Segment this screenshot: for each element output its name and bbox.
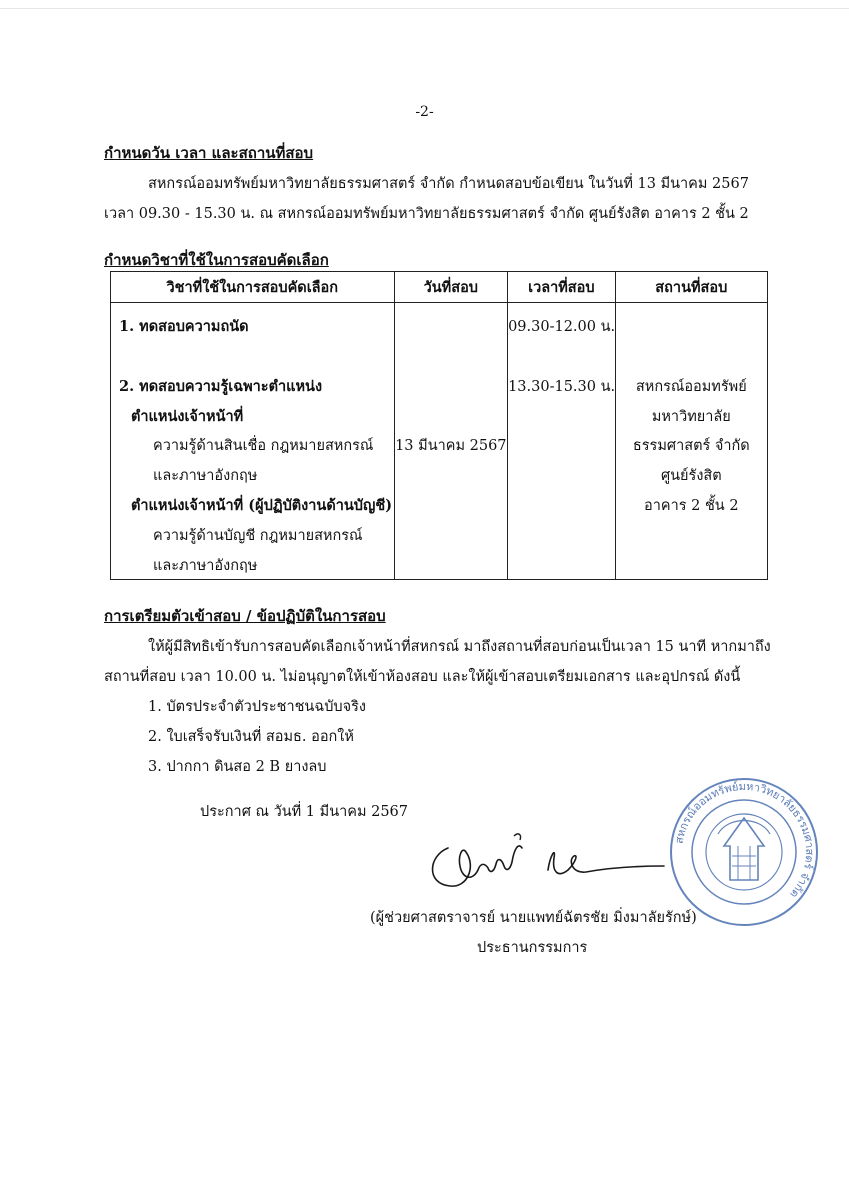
- preparation-line-1: ให้ผู้มีสิทธิเข้ารับการสอบคัดเลือกเจ้าหน้าที่สหกรณ์ มาถึงสถานที่สอบก่อนเป็นเวลา 15 นาที หากมาถึง: [148, 639, 771, 655]
- signatory-name: (ผู้ช่วยศาสตราจารย์ นายแพทย์ฉัตรชัย มิ่งมาลัยรักษ์): [370, 910, 697, 926]
- exam-table: [110, 271, 768, 580]
- table-header-place: สถานที่สอบ: [615, 272, 767, 303]
- place-line-3: ธรรมศาสตร์ จำกัด: [632, 438, 750, 454]
- date-cell: [394, 303, 508, 580]
- official-seal-icon: [668, 776, 820, 928]
- time-cell: [508, 303, 616, 580]
- list-item: 1. บัตรประจำตัวประชาชนฉบับจริง: [148, 699, 366, 715]
- place-line-4: ศูนย์รังสิต: [660, 468, 722, 484]
- position-accounting-topic-2: และภาษาอังกฤษ: [153, 558, 258, 574]
- exam-time-2: 13.30-15.30 น.: [508, 379, 616, 395]
- table-header-date: วันที่สอบ: [394, 272, 508, 303]
- list-item: 2. ใบเสร็จรับเงินที่ สอมธ. ออกให้: [148, 729, 354, 745]
- svg-text:สหกรณ์ออมทรัพย์มหาวิทยาลัยธรรม: สหกรณ์ออมทรัพย์มหาวิทยาลัยธรรมศาสตร์ จำกัด: [672, 779, 817, 901]
- section-heading-preparation: การเตรียมตัวเข้าสอบ / ข้อปฏิบัติในการสอบ: [104, 607, 386, 625]
- announcement-date: ประกาศ ณ วันที่ 1 มีนาคม 2567: [200, 804, 409, 820]
- schedule-line-1: สหกรณ์ออมทรัพย์มหาวิทยาลัยธรรมศาสตร์ จำกัด กำหนดสอบข้อเขียน ในวันที่ 13 มีนาคม 2567: [148, 176, 749, 192]
- position-accounting-officer: ตำแหน่งเจ้าหน้าที่ (ผู้ปฏิบัติงานด้านบัญชี): [131, 497, 393, 514]
- exam-time-1: 09.30-12.00 น.: [508, 319, 616, 335]
- schedule-line-2: เวลา 09.30 - 15.30 น. ณ สหกรณ์ออมทรัพย์มหาวิทยาลัยธรรมศาสตร์ จำกัด ศูนย์รังสิต อาคาร 2 ชั้น 2: [104, 206, 749, 222]
- table-header-time: เวลาที่สอบ: [508, 272, 616, 303]
- position-officer-topic-2: และภาษาอังกฤษ: [153, 468, 258, 484]
- place-line-5: อาคาร 2 ชั้น 2: [644, 498, 739, 514]
- place-line-1: สหกรณ์ออมทรัพย์: [635, 379, 747, 395]
- table-row: [111, 303, 768, 580]
- position-accounting-topic-1: ความรู้ด้านบัญชี กฎหมายสหกรณ์: [153, 528, 363, 544]
- place-cell: [615, 303, 767, 580]
- subject-position-knowledge: 2. ทดสอบความรู้เฉพาะตำแหน่ง: [119, 378, 323, 395]
- section-heading-schedule: กำหนดวัน เวลา และสถานที่สอบ: [104, 144, 314, 162]
- signatory-title: ประธานกรรมการ: [477, 940, 588, 956]
- list-item: 3. ปากกา ดินสอ 2 B ยางลบ: [148, 759, 327, 775]
- exam-date: 13 มีนาคม 2567: [395, 438, 507, 454]
- table-header-row: [111, 272, 768, 303]
- table-header-subject: วิชาที่ใช้ในการสอบคัดเลือก: [111, 272, 395, 303]
- subject-aptitude: 1. ทดสอบความถนัด: [119, 318, 249, 335]
- position-officer: ตำแหน่งเจ้าหน้าที่: [131, 408, 244, 425]
- page-number: -2-: [415, 104, 434, 120]
- position-officer-topic-1: ความรู้ด้านสินเชื่อ กฎหมายสหกรณ์: [153, 438, 374, 454]
- top-rule: [0, 8, 849, 9]
- section-heading-subjects: กำหนดวิชาที่ใช้ในการสอบคัดเลือก: [104, 251, 329, 269]
- place-line-2: มหาวิทยาลัย: [651, 409, 731, 425]
- preparation-line-2: สถานที่สอบ เวลา 10.00 น. ไม่อนุญาตให้เข้าห้องสอบ และให้ผู้เข้าสอบเตรียมเอกสาร และอุปกรณ์ ดังนี้: [104, 669, 741, 685]
- subject-cell: [111, 303, 395, 580]
- signature-image: [418, 826, 668, 896]
